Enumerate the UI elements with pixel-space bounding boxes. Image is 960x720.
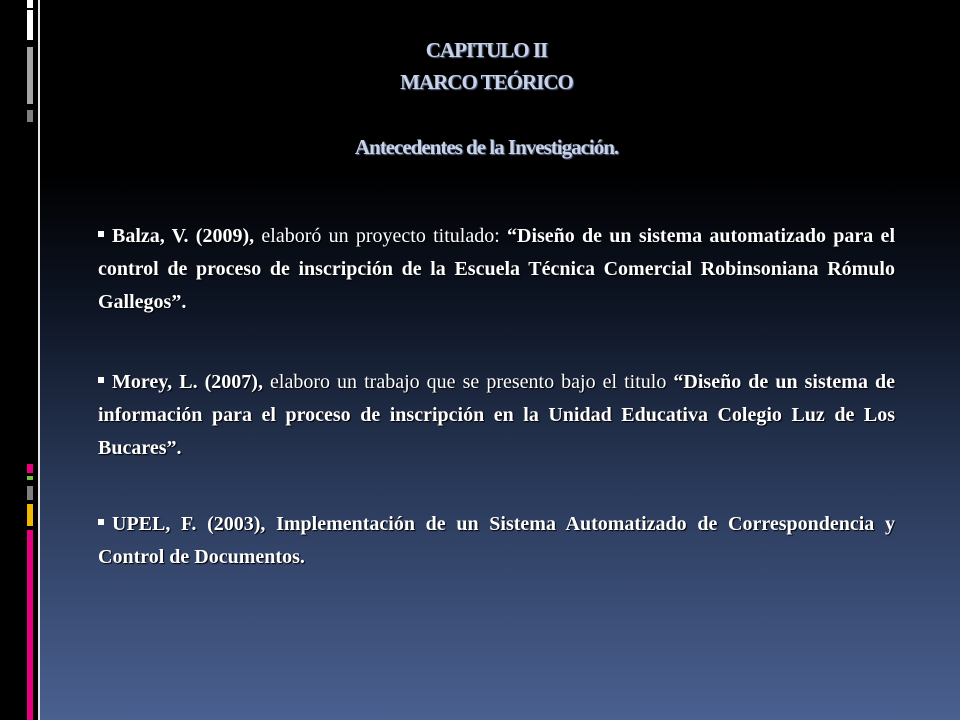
reference-author: Morey, L. (2007), [112,371,263,393]
reference-author: Balza, V. (2009), [112,225,255,247]
accent-bar [27,486,33,500]
accent-bar [27,504,33,526]
accent-bar [27,476,33,480]
square-bullet-icon [98,377,104,383]
reference-item [98,508,895,574]
reference-author: UPEL, F. (2003), Implementación de un Sistema Automatizado de Correspondencia y Control de Documentos. [98,513,895,568]
reference-title: “Diseño de un sistema de información para el proceso de inscripción en la Unidad Educativa Colegio Luz de Los Bucares”. [98,371,896,459]
accent-bar [27,47,33,104]
reference-item [98,366,895,465]
accent-bar [27,464,33,473]
strip-divider [38,0,40,720]
square-bullet-icon [98,231,104,237]
reference-text: elaboró un proyecto titulado: [254,225,508,247]
accent-bar [27,0,33,8]
accent-bar [27,110,33,122]
left-decorative-strip [0,0,40,720]
subsection-heading: Antecedentes de la Investigación. [354,135,619,159]
chapter-heading: CAPITULO II [425,38,548,62]
accent-bar [27,10,33,40]
reference-text: elaboro un trabajo que se presento bajo el titulo [262,371,674,393]
square-bullet-icon [98,519,104,525]
reference-item [98,220,895,319]
accent-bar [27,530,33,720]
section-heading: MARCO TEÓRICO [400,70,573,94]
reference-title: “Diseño de un sistema automatizado para el control de proceso de inscripción de la Escuela Técnica Comercial Robinsoniana Rómulo Gallegos”. [98,225,895,313]
